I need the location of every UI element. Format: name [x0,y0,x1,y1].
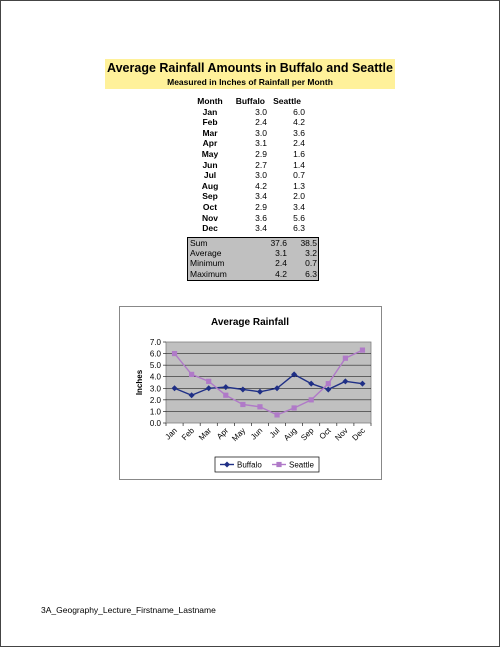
stats-row [188,238,317,248]
legend-label-seattle: Seattle [289,460,314,470]
data-point-seattle [172,351,177,356]
x-tick-label: Apr [215,426,231,442]
seattle-cell: 3.4 [293,201,305,212]
rainfall-table [190,96,305,234]
column-header-month: Month [197,96,223,106]
chart-container [119,306,382,480]
month-cell: Feb [202,117,218,128]
x-tick-label: Aug [282,426,299,443]
table-row [190,107,305,118]
legend-marker-seattle [276,462,281,467]
title-banner [105,59,395,89]
buffalo-cell: 3.4 [255,191,267,202]
seattle-cell: 6.0 [293,106,305,117]
y-tick-label: 6.0 [149,349,161,359]
stat-buffalo-value: 37.6 [270,238,287,248]
seattle-cell: 1.6 [293,148,305,159]
stat-label: Maximum [190,268,227,279]
buffalo-cell: 3.0 [255,106,267,117]
x-tick-label: Jul [267,426,282,440]
table-row [190,181,305,192]
table-row [190,149,305,160]
x-tick-label: Jan [163,426,179,442]
seattle-cell: 5.6 [293,212,305,223]
month-cell: Aug [201,180,219,191]
column-header-buffalo: Buffalo [235,96,265,106]
stats-row [188,269,317,279]
stats-row [188,248,317,258]
data-point-seattle [189,372,194,377]
y-tick-label: 0.0 [149,419,161,428]
page-title: Average Rainfall Amounts in Buffalo and Seattle [107,61,393,75]
stat-label: Average [190,248,222,259]
seattle-cell: 4.2 [293,117,305,128]
data-point-seattle [309,397,314,402]
seattle-cell: 2.4 [293,138,305,149]
stat-seattle-value: 38.5 [300,238,317,248]
seattle-cell: 0.7 [293,170,305,181]
table-row [190,170,305,181]
data-point-seattle [360,348,365,353]
x-tick-label: Mar [197,426,214,443]
month-cell: Dec [202,223,218,234]
buffalo-cell: 3.4 [255,223,267,234]
x-tick-label: Dec [350,426,367,443]
y-tick-label: 7.0 [149,338,161,347]
x-tick-label: Oct [317,426,333,442]
seattle-cell: 6.3 [293,223,305,234]
month-cell: Oct [202,201,218,212]
data-point-seattle [257,404,262,409]
page-subtitle: Measured in Inches of Rainfall per Month [167,77,333,87]
stat-buffalo-value: 4.2 [275,268,287,279]
buffalo-cell: 2.9 [255,201,267,212]
data-point-seattle [326,381,331,386]
buffalo-cell: 3.0 [255,170,267,181]
buffalo-cell: 3.1 [255,138,267,149]
footer-filename: 3A_Geography_Lecture_Firstname_Lastname [41,605,216,615]
y-tick-label: 5.0 [149,361,161,371]
seattle-cell: 1.4 [293,159,305,170]
summary-stats-box [187,237,319,281]
y-tick-label: 1.0 [149,407,161,417]
stats-body [188,238,317,279]
column-header-seattle: Seattle [273,96,301,106]
y-axis-label: Inches [135,369,144,396]
stat-seattle-value: 0.7 [305,258,317,269]
month-cell: Nov [201,212,219,223]
buffalo-cell: 4.2 [255,180,267,191]
stats-row [188,258,317,268]
table-row [190,191,305,202]
x-tick-label: Nov [333,426,350,443]
month-cell: Mar [202,127,218,138]
buffalo-cell: 2.4 [255,117,267,128]
stat-label: Minimum [190,258,225,269]
seattle-cell: 1.3 [293,180,305,191]
month-cell: Sep [202,191,218,202]
data-point-seattle [274,412,279,417]
month-cell: May [201,148,219,159]
y-tick-label: 3.0 [149,384,161,394]
buffalo-cell: 3.6 [255,212,267,223]
table-row [190,138,305,149]
y-tick-label: 4.0 [149,372,161,382]
table-header-row [190,96,305,107]
x-tick-label: Sep [299,426,316,443]
seattle-cell: 3.6 [293,127,305,138]
stat-buffalo-value: 3.1 [275,248,287,259]
stat-seattle-value: 3.2 [305,248,317,259]
month-cell: Jan [202,106,218,117]
table-row [190,117,305,128]
chart-title: Average Rainfall [211,317,289,328]
month-cell: Jun [202,159,218,170]
legend-label-buffalo: Buffalo [237,460,262,470]
table-row [190,160,305,171]
data-point-seattle [343,356,348,361]
month-cell: Jul [203,170,217,181]
rainfall-line-chart [120,307,381,479]
stat-buffalo-value: 2.4 [275,258,287,269]
data-point-seattle [223,393,228,398]
table-body [190,107,305,234]
buffalo-cell: 3.0 [255,127,267,138]
data-point-seattle [240,402,245,407]
buffalo-cell: 2.7 [255,159,267,170]
table-row [190,223,305,234]
seattle-cell: 2.0 [293,191,305,202]
x-tick-label: Feb [179,426,197,443]
data-point-seattle [292,405,297,410]
stat-seattle-value: 6.3 [305,268,317,279]
data-point-seattle [206,379,211,384]
x-tick-label: May [230,426,248,444]
table-row [190,202,305,213]
table-row [190,128,305,139]
month-cell: Apr [202,138,218,149]
y-tick-label: 2.0 [149,395,161,405]
table-row [190,213,305,224]
buffalo-cell: 2.9 [255,148,267,159]
x-tick-label: Jun [248,426,265,442]
stat-label: Sum [190,238,208,248]
